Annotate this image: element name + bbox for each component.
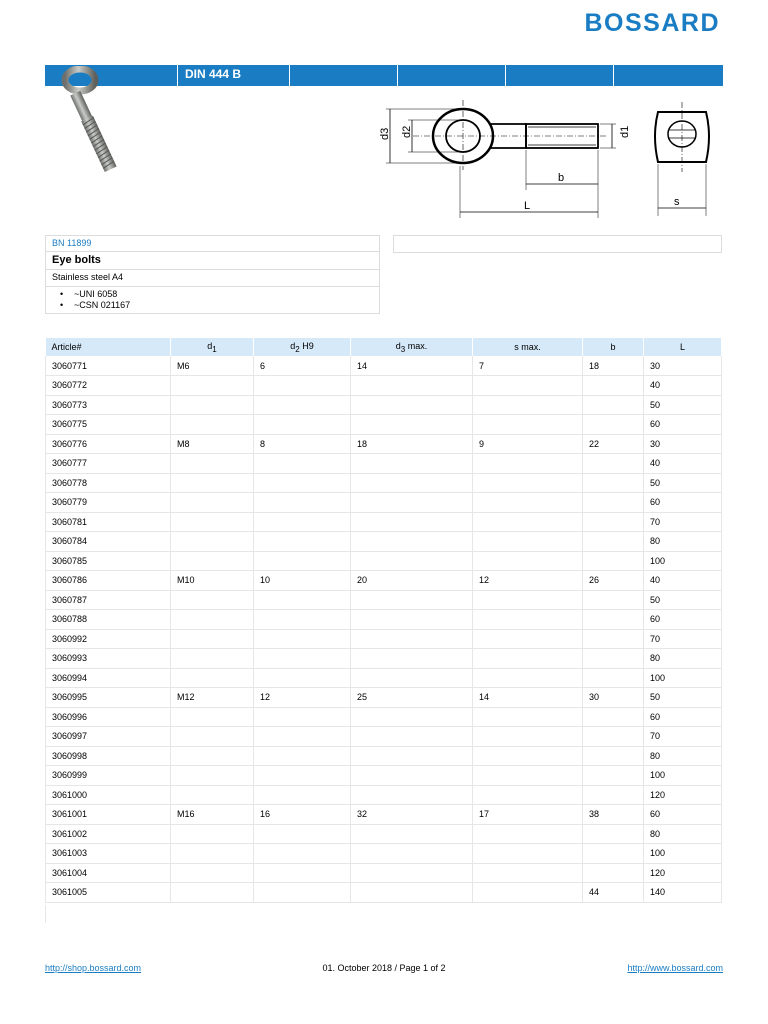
table-cell: 44 <box>583 883 644 903</box>
table-cell <box>171 883 254 903</box>
table-row <box>46 844 722 864</box>
table-cell: 70 <box>644 629 722 649</box>
table-cell: 100 <box>644 766 722 786</box>
table-cell: 10 <box>254 571 351 591</box>
table-cell: 30 <box>644 356 722 376</box>
table-header-row <box>46 338 722 356</box>
table-cell: 3060784 <box>46 532 171 552</box>
table-cell <box>473 590 583 610</box>
table-cell <box>351 395 473 415</box>
table-cell <box>171 746 254 766</box>
table-cell: 16 <box>254 805 351 825</box>
standard-item: • ~UNI 6058 <box>60 289 373 300</box>
table-cell <box>254 376 351 396</box>
table-cell <box>473 844 583 864</box>
table-cell <box>583 863 644 883</box>
table-cell <box>254 707 351 727</box>
website-link[interactable]: http://www.bossard.com <box>627 963 723 973</box>
table-cell: 12 <box>254 688 351 708</box>
table-cell: 3061005 <box>46 883 171 903</box>
table-cell: 80 <box>644 746 722 766</box>
table-cell: M10 <box>171 571 254 591</box>
table-cell: 3060779 <box>46 493 171 513</box>
table-cell: 80 <box>644 824 722 844</box>
table-cell: 30 <box>583 688 644 708</box>
table-cell <box>473 707 583 727</box>
table-cell: 22 <box>583 434 644 454</box>
table-cell <box>583 395 644 415</box>
table-cell <box>254 629 351 649</box>
table-cell: 14 <box>351 356 473 376</box>
page-title: DIN 444 B <box>185 67 242 81</box>
technical-drawing <box>368 100 728 220</box>
table-cell <box>473 863 583 883</box>
table-cell: 3061000 <box>46 785 171 805</box>
table-cell <box>583 649 644 669</box>
table-cell <box>171 844 254 864</box>
table-cell <box>473 512 583 532</box>
table-row <box>46 766 722 786</box>
col-d2: $d_2$ H9 <box>254 338 351 356</box>
product-name: Eye bolts <box>45 252 380 270</box>
table-cell <box>171 590 254 610</box>
table-cell <box>583 844 644 864</box>
col-L: L <box>644 338 722 356</box>
table-cell <box>473 727 583 747</box>
table-cell <box>351 844 473 864</box>
product-material: Stainless steel A4 <box>45 270 380 287</box>
table-cell <box>171 668 254 688</box>
table-cell <box>254 512 351 532</box>
table-cell <box>171 512 254 532</box>
table-cell <box>351 512 473 532</box>
table-cell: 17 <box>473 805 583 825</box>
table-cell <box>171 376 254 396</box>
table-cell <box>171 610 254 630</box>
table-cell: 100 <box>644 551 722 571</box>
table-row <box>46 571 722 591</box>
table-cell <box>583 512 644 532</box>
table-cell <box>171 727 254 747</box>
label-s: s <box>674 196 680 208</box>
product-info <box>45 235 380 314</box>
table-row <box>46 610 722 630</box>
table-cell <box>473 551 583 571</box>
table-cell <box>583 473 644 493</box>
table-cell <box>254 454 351 474</box>
table-cell: 20 <box>351 571 473 591</box>
table-cell <box>351 590 473 610</box>
table-cell: 40 <box>644 454 722 474</box>
table-cell: 32 <box>351 805 473 825</box>
table-cell <box>254 746 351 766</box>
table-row <box>46 785 722 805</box>
table-row <box>46 395 722 415</box>
table-cell <box>254 415 351 435</box>
table-tail <box>45 905 721 923</box>
table-cell: 100 <box>644 668 722 688</box>
table-row <box>46 493 722 513</box>
table-cell: 25 <box>351 688 473 708</box>
col-article: Article# <box>46 338 171 356</box>
table-cell: 3060781 <box>46 512 171 532</box>
table-cell <box>351 824 473 844</box>
table-cell <box>473 668 583 688</box>
table-cell: M8 <box>171 434 254 454</box>
table-cell: 70 <box>644 727 722 747</box>
table-cell <box>254 395 351 415</box>
table-cell: 3061002 <box>46 824 171 844</box>
table-cell: 3060778 <box>46 473 171 493</box>
table-cell <box>473 766 583 786</box>
table-cell <box>473 824 583 844</box>
table-cell: 40 <box>644 571 722 591</box>
table-cell <box>254 766 351 786</box>
bn-number: BN 11899 <box>45 235 380 252</box>
table-cell <box>254 844 351 864</box>
table-cell <box>351 649 473 669</box>
table-cell <box>254 824 351 844</box>
table-cell <box>473 785 583 805</box>
table-cell: 3061004 <box>46 863 171 883</box>
table-cell: 50 <box>644 590 722 610</box>
table-cell <box>583 551 644 571</box>
table-cell: 3060997 <box>46 727 171 747</box>
table-cell: 3060999 <box>46 766 171 786</box>
table-cell <box>351 707 473 727</box>
table-cell <box>254 727 351 747</box>
table-row <box>46 629 722 649</box>
table-cell: 3060786 <box>46 571 171 591</box>
table-cell <box>351 766 473 786</box>
table-cell: 14 <box>473 688 583 708</box>
table-row <box>46 532 722 552</box>
table-cell <box>171 863 254 883</box>
table-row <box>46 415 722 435</box>
label-d3: d3 <box>379 127 391 140</box>
table-cell: 3060994 <box>46 668 171 688</box>
table-cell <box>254 473 351 493</box>
table-cell <box>171 493 254 513</box>
table-cell <box>583 590 644 610</box>
table-cell <box>171 454 254 474</box>
table-cell <box>171 532 254 552</box>
col-s: s max. <box>473 338 583 356</box>
table-cell <box>351 883 473 903</box>
table-cell <box>351 610 473 630</box>
table-row <box>46 824 722 844</box>
shop-link[interactable]: http://shop.bossard.com <box>45 963 142 973</box>
table-cell: 3060772 <box>46 376 171 396</box>
table-cell: 3060996 <box>46 707 171 727</box>
table-cell: 70 <box>644 512 722 532</box>
table-cell <box>473 649 583 669</box>
table-cell: 38 <box>583 805 644 825</box>
table-cell <box>351 376 473 396</box>
table-cell: 18 <box>351 434 473 454</box>
table-cell <box>351 454 473 474</box>
table-cell <box>473 629 583 649</box>
table-cell <box>473 395 583 415</box>
table-cell: 60 <box>644 493 722 513</box>
table-cell <box>583 727 644 747</box>
table-cell: 30 <box>644 434 722 454</box>
table-cell: 100 <box>644 844 722 864</box>
table-row <box>46 590 722 610</box>
table-cell <box>583 415 644 435</box>
table-cell <box>473 883 583 903</box>
table-cell <box>583 454 644 474</box>
bossard-logo: BOSSARD <box>584 9 720 37</box>
table-cell: 12 <box>473 571 583 591</box>
table-row <box>46 707 722 727</box>
table-cell <box>583 610 644 630</box>
table-row <box>46 356 722 376</box>
table-row <box>46 805 722 825</box>
table-cell: 60 <box>644 707 722 727</box>
table-cell <box>473 493 583 513</box>
table-cell <box>171 707 254 727</box>
table-cell: 3060993 <box>46 649 171 669</box>
table-cell <box>473 473 583 493</box>
table-cell <box>171 649 254 669</box>
table-cell: M12 <box>171 688 254 708</box>
table-cell <box>254 785 351 805</box>
table-cell <box>583 766 644 786</box>
col-d3: $d_3$ max. <box>351 338 473 356</box>
table-cell <box>351 746 473 766</box>
table-cell <box>351 551 473 571</box>
table-cell <box>254 590 351 610</box>
table-cell <box>473 454 583 474</box>
article-table <box>45 338 722 903</box>
table-cell <box>351 727 473 747</box>
table-cell: 3060771 <box>46 356 171 376</box>
table-cell: 3060992 <box>46 629 171 649</box>
table-cell: 9 <box>473 434 583 454</box>
col-d1: $d_1$ <box>171 338 254 356</box>
eye-bolt-photo <box>60 66 140 178</box>
table-cell: 3060787 <box>46 590 171 610</box>
table-cell <box>351 785 473 805</box>
header-bar <box>45 65 723 86</box>
table-cell: 7 <box>473 356 583 376</box>
table-cell <box>351 473 473 493</box>
table-cell: M6 <box>171 356 254 376</box>
table-cell <box>473 376 583 396</box>
table-cell <box>351 493 473 513</box>
table-cell <box>473 746 583 766</box>
footer-page-info: 01. October 2018 / Page 1 of 2 <box>322 963 446 973</box>
table-cell: 18 <box>583 356 644 376</box>
table-cell <box>583 493 644 513</box>
table-cell: 3060775 <box>46 415 171 435</box>
table-row <box>46 863 722 883</box>
table-cell: 3060785 <box>46 551 171 571</box>
table-cell: 40 <box>644 376 722 396</box>
table-cell: 60 <box>644 415 722 435</box>
table-cell <box>171 785 254 805</box>
table-cell <box>254 863 351 883</box>
standard-item: • ~CSN 021167 <box>60 300 373 311</box>
label-b: b <box>558 172 565 184</box>
table-cell <box>254 610 351 630</box>
table-row <box>46 376 722 396</box>
table-cell <box>254 551 351 571</box>
table-cell <box>254 532 351 552</box>
table-cell <box>254 649 351 669</box>
table-cell: 60 <box>644 805 722 825</box>
table-cell: 3061003 <box>46 844 171 864</box>
table-cell <box>171 824 254 844</box>
table-cell: 6 <box>254 356 351 376</box>
table-cell: 3060776 <box>46 434 171 454</box>
table-cell <box>473 532 583 552</box>
table-row <box>46 883 722 903</box>
table-cell <box>171 473 254 493</box>
table-cell <box>351 863 473 883</box>
table-row <box>46 649 722 669</box>
table-cell: 80 <box>644 532 722 552</box>
table-cell: 60 <box>644 610 722 630</box>
table-cell <box>351 532 473 552</box>
table-cell <box>254 668 351 688</box>
table-row <box>46 454 722 474</box>
table-cell: 3060998 <box>46 746 171 766</box>
table-cell: 120 <box>644 785 722 805</box>
table-cell: 3060773 <box>46 395 171 415</box>
table-row <box>46 668 722 688</box>
table-cell: 3060788 <box>46 610 171 630</box>
table-cell <box>351 668 473 688</box>
table-cell <box>583 376 644 396</box>
table-cell: 140 <box>644 883 722 903</box>
table-cell <box>254 493 351 513</box>
label-L: L <box>524 200 531 212</box>
table-row <box>46 688 722 708</box>
table-cell: 8 <box>254 434 351 454</box>
label-d2: d2 <box>401 125 413 138</box>
table-cell: 3060777 <box>46 454 171 474</box>
table-row <box>46 473 722 493</box>
table-row <box>46 551 722 571</box>
table-cell <box>583 668 644 688</box>
table-cell <box>351 629 473 649</box>
table-cell <box>583 707 644 727</box>
table-cell <box>171 551 254 571</box>
empty-info-box <box>393 235 722 253</box>
table-cell: 50 <box>644 688 722 708</box>
table-cell <box>583 629 644 649</box>
table-cell: 3060995 <box>46 688 171 708</box>
table-cell: 120 <box>644 863 722 883</box>
table-cell: 50 <box>644 473 722 493</box>
footer-right <box>627 963 723 973</box>
table-row <box>46 727 722 747</box>
table-row <box>46 746 722 766</box>
table-cell <box>583 824 644 844</box>
table-cell: 50 <box>644 395 722 415</box>
table-cell <box>171 415 254 435</box>
table-cell <box>473 610 583 630</box>
table-cell <box>583 532 644 552</box>
table-cell <box>171 766 254 786</box>
label-d1: d1 <box>619 125 631 138</box>
table-cell <box>583 785 644 805</box>
col-b: b <box>583 338 644 356</box>
standards-list <box>45 287 380 314</box>
table-cell: M16 <box>171 805 254 825</box>
table-cell: 80 <box>644 649 722 669</box>
table-cell: 26 <box>583 571 644 591</box>
table-row <box>46 434 722 454</box>
table-cell <box>254 883 351 903</box>
table-cell <box>351 415 473 435</box>
table-cell <box>473 415 583 435</box>
table-cell <box>583 746 644 766</box>
table-cell: 3061001 <box>46 805 171 825</box>
table-cell <box>171 629 254 649</box>
table-row <box>46 512 722 532</box>
table-cell <box>171 395 254 415</box>
